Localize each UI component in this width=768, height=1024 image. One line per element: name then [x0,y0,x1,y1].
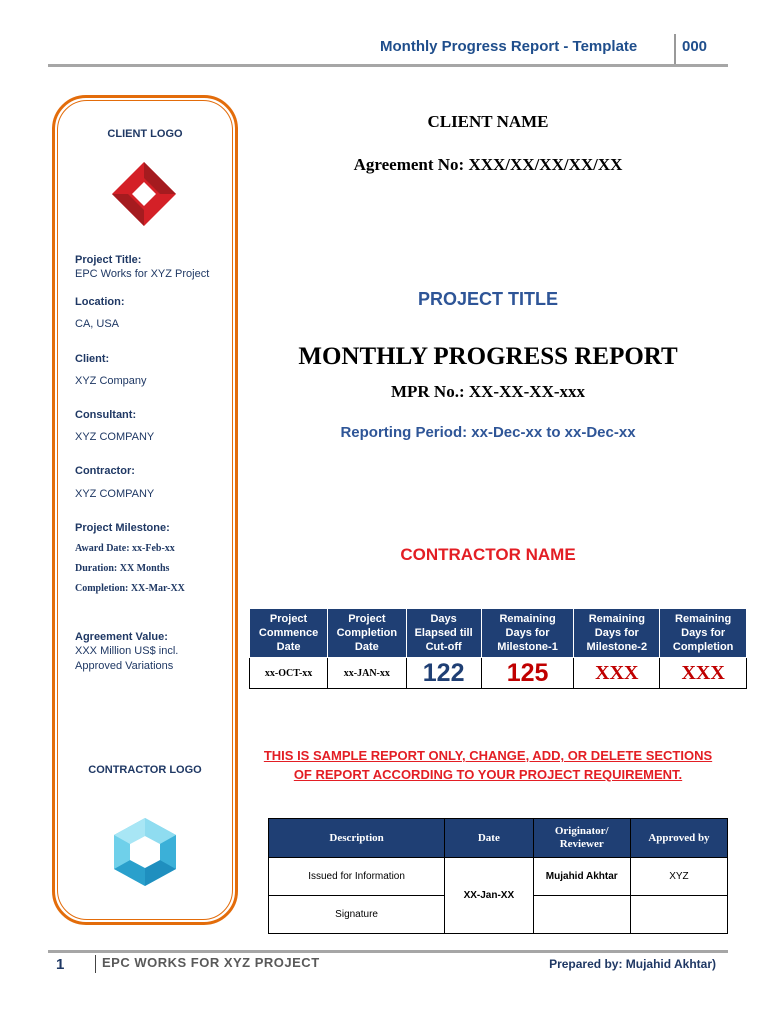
header-separator [674,34,676,64]
header-remaining-completion: Remaining Days for Completion [660,609,747,658]
contractor-logo-icon [112,816,178,888]
consultant-label: Consultant: [75,409,137,421]
page-number: 1 [56,956,65,973]
approval-table [268,818,728,934]
award-date: Award Date: xx-Feb-xx [75,543,175,554]
value-remaining-milestone-1: 125 [481,658,574,689]
approval-date: XX-Jan-XX [445,858,533,934]
originator-name: Mujahid Akhtar [533,858,630,896]
contractor-name: CONTRACTOR NAME [400,545,576,564]
footer-separator [95,955,96,973]
milestone-header-row [250,609,747,658]
description-signature: Signature [269,896,445,934]
approver-signature-cell [630,896,727,934]
header-commence-date: Project Commence Date [250,609,328,658]
header-remaining-milestone-1: Remaining Days for Milestone-1 [481,609,574,658]
value-days-elapsed: 122 [406,658,481,689]
header-code: 000 [682,38,708,55]
duration: Duration: XX Months [75,563,170,574]
approval-row-issued [269,858,728,896]
milestone-label: Project Milestone: [75,522,170,534]
milestone-value-row [250,658,747,689]
value-remaining-milestone-2: XXX [574,658,660,689]
contractor-logo-label: CONTRACTOR LOGO [88,764,202,776]
client-value: XYZ Company [75,375,147,387]
contractor-logo [112,816,178,888]
completion: Completion: XX-Mar-XX [75,583,185,594]
project-title: PROJECT TITLE [417,289,558,309]
agreement-value-line2: Approved Variations [75,660,174,672]
sample-notice-line2: OF REPORT ACCORDING TO YOUR PROJECT REQUIREMENT. [293,767,683,782]
header-completion-date: Project Completion Date [328,609,406,658]
milestone-table [249,608,747,689]
approval-header-row [269,819,728,858]
report-title: MONTHLY PROGRESS REPORT [298,343,678,370]
consultant-value: XYZ COMPANY [75,431,155,443]
originator-signature-cell [533,896,630,934]
header-remaining-milestone-2: Remaining Days for Milestone-2 [574,609,660,658]
project-title-value: EPC Works for XYZ Project [75,268,210,280]
header-originator: Originator/ Reviewer [533,819,630,858]
value-remaining-completion: XXX [660,658,747,689]
agreement-value-label: Agreement Value: [75,631,168,643]
location-label: Location: [75,296,125,308]
footer-rule [48,950,728,953]
client-name: CLIENT NAME [427,112,549,131]
contractor-label: Contractor: [75,465,135,477]
prepared-by: Prepared by: Mujahid Akhtar) [549,957,716,971]
agreement-number: Agreement No: XXX/XX/XX/XX/XX [353,155,623,174]
mpr-number: MPR No.: XX-XX-XX-xxx [390,382,586,401]
header-rule [48,64,728,67]
header-date: Date [445,819,533,858]
client-logo-icon [110,160,178,228]
header-approved-by: Approved by [630,819,727,858]
sample-notice [248,746,728,784]
client-logo-label: CLIENT LOGO [107,128,183,140]
value-commence-date: xx-OCT-xx [250,658,328,689]
value-completion-date: xx-JAN-xx [328,658,406,689]
reporting-period: Reporting Period: xx-Dec-xx to xx-Dec-xx [340,424,636,441]
sample-notice-line1: THIS IS SAMPLE REPORT ONLY, CHANGE, ADD, OR DELETE SECTIONS [263,748,713,763]
project-title-label: Project Title: [75,254,142,266]
location-value: CA, USA [75,318,120,330]
header-title: Monthly Progress Report - Template [380,38,638,55]
approver-name: XYZ [630,858,727,896]
agreement-value-line1: XXX Million US$ incl. [75,645,179,657]
header-description: Description [269,819,445,858]
client-logo [110,160,178,228]
description-issued: Issued for Information [269,858,445,896]
client-label: Client: [75,353,110,365]
header-days-elapsed: Days Elapsed till Cut-off [406,609,481,658]
footer-title: EPC WORKS FOR XYZ PROJECT [102,955,320,970]
contractor-value: XYZ COMPANY [75,488,155,500]
